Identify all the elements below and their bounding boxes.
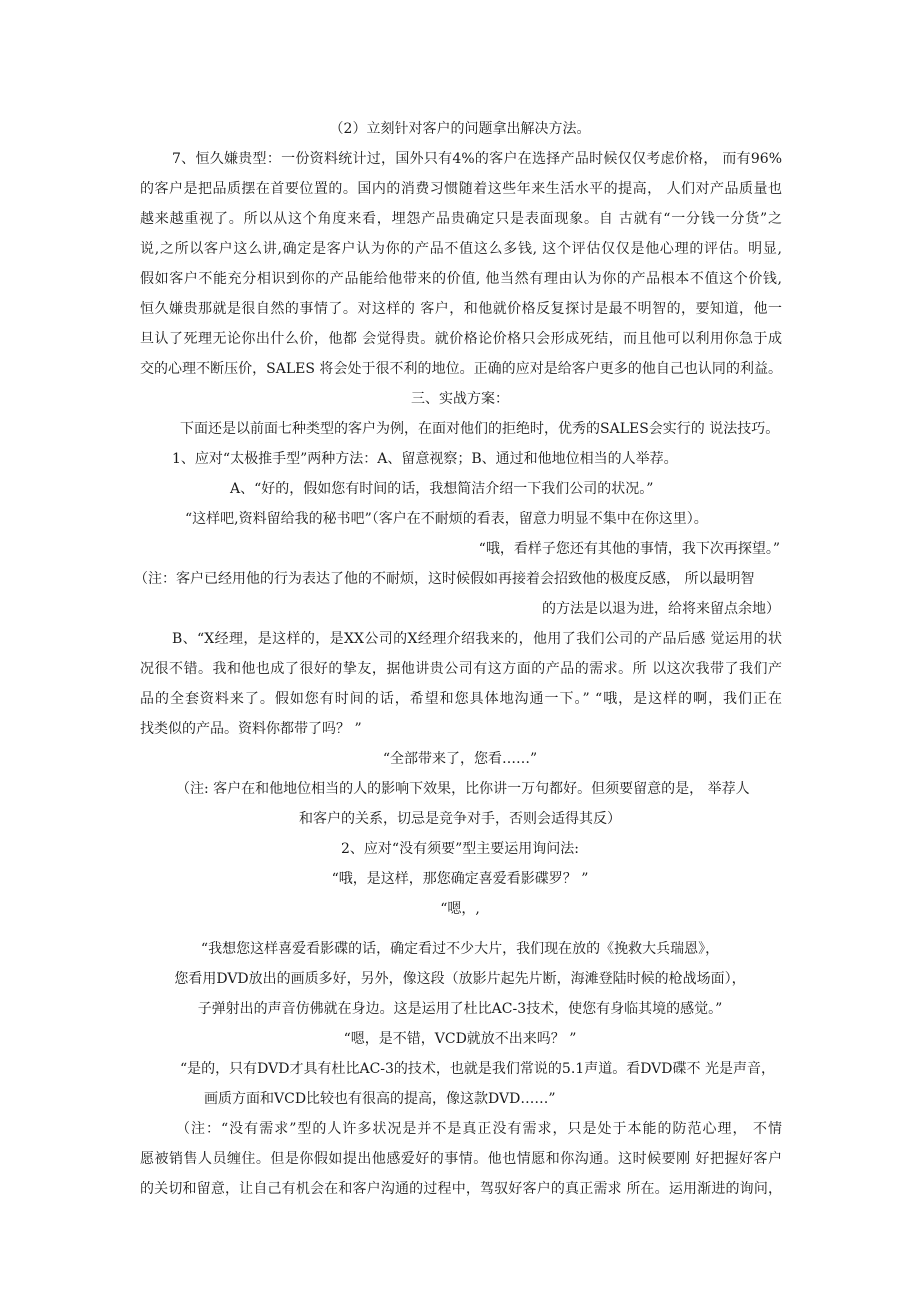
text-line-24: 和客户的关系，切忌是竞争对手，否则会适得其反） bbox=[299, 811, 621, 827]
text-line-15: “哦，看样子您还有其他的事情，我下次再探望。” bbox=[478, 541, 780, 557]
text-line-13: A、“好的，假如您有时间的话，我想简洁介绍一下我们公司的状况。” bbox=[230, 481, 654, 497]
text-line-4: 越来越重视了。所以从这个角度来看，埋怨产品贵确定只是表面现象。自 古就有“一分钱一分货”之 bbox=[140, 211, 782, 227]
text-line-9: 交的心理不断压价，SALES 将会处于很不利的地位。正确的应对是给客户更多的他自己也认同的利益。 bbox=[140, 361, 782, 377]
text-line-14: “这样吧,资料留给我的秘书吧”（客户在不耐烦的看表，留意力明显不集中在你这里）。 bbox=[185, 511, 708, 527]
text-line-16: （注：客户已经用他的行为表达了他的不耐烦，这时候假如再接着会招致他的极度反感， 所以最明智 bbox=[134, 571, 755, 587]
text-line-33: 画质方面和VCD比较也有很高的提高，像这款DVD……” bbox=[204, 1091, 556, 1107]
text-line-2: 7、恒久嫌贵型：一份资料统计过，国外只有4%的客户在选择产品时候仅仅考虑价格， 而有96% bbox=[172, 151, 782, 167]
section-heading-3: 三、实战方案： bbox=[411, 391, 509, 407]
text-line-12: 1、应对“太极推手型”两种方法：A、留意视察；B、通过和他地位相当的人举荐。 bbox=[172, 451, 678, 467]
text-line-7: 恒久嫌贵那就是很自然的事情了。对这样的 客户，和他就价格反复探讨是最不明智的，要知道，他一 bbox=[140, 301, 782, 317]
text-line-31: “嗯，是不错，VCD就放不出来吗？ ” bbox=[343, 1031, 577, 1047]
text-line-5: 说,之所以客户这么讲,确定是客户认为你的产品不值这么多钱, 这个评估仅仅是他心理的评估。明显, bbox=[140, 241, 782, 257]
text-line-22: “全部带来了，您看……” bbox=[382, 751, 538, 767]
text-line-20: 品的全套资料来了。假如您有时间的话，希望和您具体地沟通一下。” “哦，是这样的啊，我们正在 bbox=[140, 691, 782, 707]
text-line-21: 找类似的产品。资料你都带了吗？ ” bbox=[140, 721, 362, 737]
text-line-28: “我想您这样喜爱看影碟的话，确定看过不少大片，我们现在放的《挽救大兵瑞恩》， bbox=[200, 941, 720, 957]
text-line-25: 2、应对“没有须要”型主要运用询问法: bbox=[341, 841, 579, 857]
text-line-26: “哦，是这样，那您确定喜爱看影碟罗？ ” bbox=[331, 871, 589, 887]
text-line-1: （2）立刻针对客户的问题拿出解决方法。 bbox=[329, 121, 591, 137]
text-line-29: 您看用DVD放出的画质多好，另外，像这段（放影片起先片断，海滩登陆时候的枪战场面）， bbox=[174, 971, 746, 987]
text-line-17: 的方法是以退为进，给将来留点余地） bbox=[542, 601, 780, 617]
text-line-18: B、“X经理，是这样的，是XX公司的X经理介绍我来的，他用了我们公司的产品后感 觉运用的状 bbox=[172, 631, 782, 647]
text-line-35: 愿被销售人员缠住。但是你假如提出他感爱好的事情。他也情愿和你沟通。这时候要刚 好把握好客户 bbox=[140, 1151, 782, 1167]
text-line-3: 的客户是把品质摆在首要位置的。国内的消费习惯随着这些年来生活水平的提高， 人们对产品质量也 bbox=[140, 181, 782, 197]
text-line-34: （注：“没有需求”型的人许多状况是并不是真正没有需求，只是处于本能的防范心理， 不情 bbox=[176, 1121, 782, 1137]
text-line-19: 况很不错。我和他也成了很好的挚友，据他讲贵公司有这方面的产品的需求。所 以这次我带了我们产 bbox=[140, 661, 782, 677]
text-line-11: 下面还是以前面七种类型的客户为例，在面对他们的拒绝时，优秀的SALES会实行的 说法技巧。 bbox=[180, 421, 780, 437]
text-line-32: “是的，只有DVD才具有杜比AC-3的技术，也就是我们常说的5.1声道。看DVD碟不 光是声音， bbox=[180, 1061, 775, 1077]
text-line-36: 的关切和留意，让自己有机会在和客户沟通的过程中，驾驭好客户的真正需求 所在。运用渐进的询问， bbox=[140, 1181, 782, 1197]
text-line-30: 子弹射出的声音仿佛就在身边。这是运用了杜比AC-3技术，使您有身临其境的感觉。” bbox=[197, 1001, 723, 1017]
text-line-6: 假如客户不能充分相识到你的产品能给他带来的价值, 他当然有理由认为你的产品根本不值这个价钱, bbox=[140, 271, 782, 287]
text-line-23: （注: 客户在和他地位相当的人的影响下效果，比你讲一万句都好。但须要留意的是， 举荐人 bbox=[176, 781, 750, 797]
text-line-27: “嗯，, bbox=[440, 901, 480, 917]
text-line-8: 旦认了死理无论你出什么价，他都 会觉得贵。就价格论价格只会形成死结，而且他可以利用你急于成 bbox=[140, 331, 782, 347]
